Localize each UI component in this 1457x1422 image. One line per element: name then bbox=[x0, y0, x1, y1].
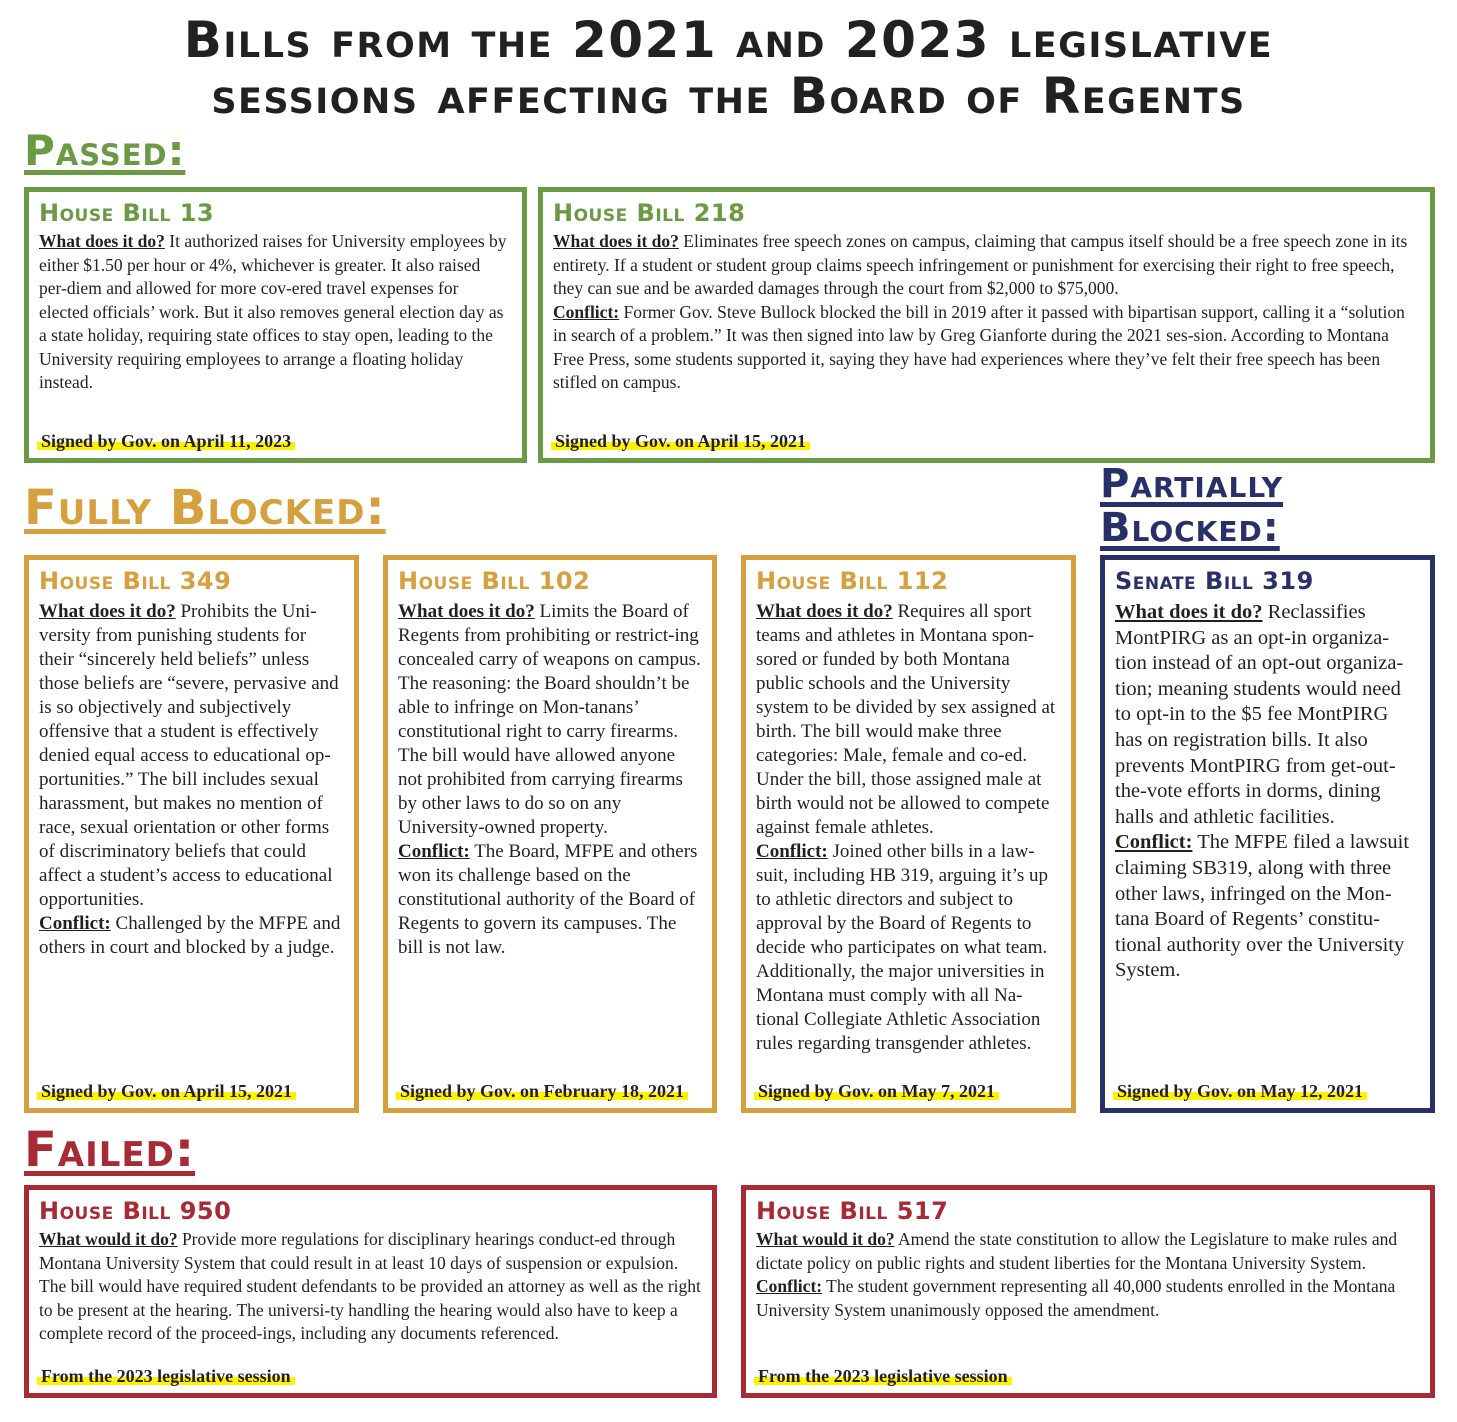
bill-description bbox=[1115, 600, 1420, 830]
bill-conflict bbox=[39, 912, 344, 960]
bill-title: House Bill 13 bbox=[39, 199, 215, 227]
bill-description bbox=[398, 600, 702, 840]
what-text: Reclassifies MontPIRG as an opt-in organiza-tion instead of an opt-out organiza-tion; meaning students would need to opt-in to the $5 fee MontPIRG has on registration bills. It also prevents MontPIRG from get-out-the-vote efforts in dorms, dining halls and athletic facilities. bbox=[1115, 601, 1404, 828]
conflict-text: Joined other bills in a law-suit, including HB 319, arguing it’s up to athletic directors and subject to approval by the Board of Regents to decide who participates on what team. Additionally, the major universities in Montana must comply with all Na-tional Collegiate Athletic Association rules regarding transgender athletes. bbox=[756, 841, 1049, 1054]
status-highlight: Signed by Gov. on May 12, 2021 bbox=[1113, 1080, 1367, 1102]
bill-card-hb13 bbox=[24, 187, 527, 463]
what-text: Prohibits the Uni-versity from punishing students for their “sincerely held beliefs” unless those beliefs are “severe, pervasive and is so objectively and subjectively offensive that a student is effectively denied equal access to educational op-portunities.” The bill includes sexual harassment, but makes no mention of race, sexual orientation or other forms of discriminatory beliefs that could affect a student’s access to educational opportunities. bbox=[39, 601, 339, 910]
what-text: Eliminates free speech zones on campus, claiming that campus itself should be a free speech zone in its entirety. If a student or student group claims speech infringement or punishment for exercising their right to free speech, they can sue and be awarded damages through the court from $2,000 to $75,000. bbox=[553, 231, 1408, 298]
label-what: What does it do? bbox=[39, 231, 165, 251]
bill-card-sb319 bbox=[1100, 555, 1435, 1113]
label-what: What would it do? bbox=[39, 1229, 178, 1249]
what-text: Limits the Board of Regents from prohibiting or restrict-ing concealed carry of weapons on campus. The reasoning: the Board shouldn’t be able to infringe on Mon-tanans’ constitutional right to carry firearms. The bill would have allowed anyone not prohibited from carrying firearms by other laws to do so on any University-owned property. bbox=[398, 601, 701, 838]
title-line-2: sessions affecting the Board of Regents bbox=[211, 67, 1246, 125]
bill-conflict bbox=[756, 840, 1061, 1056]
page-title bbox=[0, 12, 1457, 124]
bill-description bbox=[39, 1228, 702, 1346]
bill-title: House Bill 112 bbox=[756, 567, 949, 595]
status-highlight: Signed by Gov. on May 7, 2021 bbox=[754, 1080, 999, 1102]
label-what: What does it do? bbox=[1115, 601, 1263, 623]
bill-card-hb112 bbox=[741, 555, 1076, 1113]
bill-card-hb517 bbox=[741, 1185, 1435, 1398]
conflict-text: The student government representing all 40,000 students enrolled in the Montana University System unanimously opposed the amendment. bbox=[756, 1276, 1396, 1320]
label-what: What does it do? bbox=[553, 231, 679, 251]
status-highlight: From the 2023 legislative session bbox=[754, 1365, 1012, 1387]
conflict-text: Former Gov. Steve Bullock blocked the bill in 2019 after it passed with bipartisan support, calling it a “solution in search of a problem.” It was then signed into law by Greg Gianforte during the 2021 ses-sion. According to Montana Free Press, some students supported it, saying they have had experiences where they’ve felt their free speech has been stifled on campus. bbox=[553, 301, 1405, 392]
bill-conflict bbox=[1115, 830, 1420, 984]
bill-card-hb102 bbox=[383, 555, 717, 1113]
section-heading-partially-blocked bbox=[1100, 462, 1283, 550]
bill-title: House Bill 950 bbox=[39, 1197, 232, 1225]
bill-card-hb349 bbox=[24, 555, 359, 1113]
bill-conflict bbox=[756, 1275, 1420, 1322]
label-conflict: Conflict: bbox=[1115, 831, 1193, 854]
section-heading-failed: Failed: bbox=[24, 1122, 196, 1178]
status-highlight: Signed by Gov. on April 11, 2023 bbox=[37, 430, 295, 452]
bill-conflict bbox=[553, 301, 1420, 395]
bill-title: Senate Bill 319 bbox=[1115, 567, 1314, 595]
bill-description bbox=[553, 230, 1420, 301]
bill-card-hb950 bbox=[24, 1185, 717, 1398]
bill-description bbox=[39, 230, 512, 395]
status-highlight: Signed by Gov. on April 15, 2021 bbox=[37, 1080, 296, 1102]
what-text: It authorized raises for University employees by either $1.50 per hour or 4%, whichever is greater. It also raised per-diem and allowed for more cov-ered travel expenses for elected officials’ work. But it also removes general election day as a state holiday, requiring state offices to stay open, leading to the University requiring employees to arrange a floating holiday instead. bbox=[39, 231, 507, 392]
conflict-text: The Board, MFPE and others won its challenge based on the constitutional authority of the Board of Regents to govern its campuses. The bill is not law. bbox=[398, 841, 698, 958]
status-highlight: Signed by Gov. on February 18, 2021 bbox=[396, 1080, 688, 1102]
bill-description bbox=[39, 600, 344, 912]
what-text: Amend the state constitution to allow the Legislature to make rules and dictate policy on public rights and student liberties for the Montana University System. bbox=[756, 1229, 1398, 1273]
label-what: What would it do? bbox=[756, 1229, 895, 1249]
bill-description bbox=[756, 600, 1061, 840]
conflict-text: The MFPE filed a lawsuit claiming SB319, along with three other laws, infringed on the Mon-tana Board of Regents’ constitu-tional authority over the University System. bbox=[1115, 831, 1410, 982]
label-conflict: Conflict: bbox=[553, 301, 620, 322]
label-what: What does it do? bbox=[398, 601, 535, 622]
label-conflict: Conflict: bbox=[756, 1276, 823, 1296]
label-conflict: Conflict: bbox=[39, 913, 111, 934]
bill-description bbox=[756, 1228, 1420, 1275]
bill-card-hb218 bbox=[538, 187, 1435, 463]
partially-line-2: Blocked: bbox=[1100, 505, 1280, 551]
label-what: What does it do? bbox=[39, 601, 176, 622]
section-heading-passed: Passed: bbox=[24, 126, 186, 175]
partially-line-1: Partially bbox=[1100, 461, 1284, 507]
label-conflict: Conflict: bbox=[756, 841, 828, 862]
bill-title: House Bill 102 bbox=[398, 567, 591, 595]
section-heading-fully-blocked: Fully Blocked: bbox=[24, 480, 386, 536]
label-what: What does it do? bbox=[756, 601, 893, 622]
status-highlight: From the 2023 legislative session bbox=[37, 1365, 295, 1387]
bill-title: House Bill 517 bbox=[756, 1197, 949, 1225]
bill-conflict bbox=[398, 840, 702, 960]
bill-title: House Bill 349 bbox=[39, 567, 232, 595]
what-text: Provide more regulations for disciplinary hearings conduct-ed through Montana University System that could result in at least 10 days of suspension or expulsion. The bill would have required student defendants to be provided an attorney as well as the right to be present at the hearing. The universi-ty handling the hearing would also have to keep a complete record of the proceed-ings, including any documents referenced. bbox=[39, 1229, 701, 1343]
conflict-text: Challenged by the MFPE and others in court and blocked by a judge. bbox=[39, 913, 341, 958]
status-highlight: Signed by Gov. on April 15, 2021 bbox=[551, 430, 810, 452]
what-text: Requires all sport teams and athletes in Montana spon-sored or funded by both Montana public schools and the University system to be divided by sex assigned at birth. The bill would make three categories: Male, female and co-ed. Under the bill, those assigned male at birth would not be allowed to compete against female athletes. bbox=[756, 601, 1056, 838]
label-conflict: Conflict: bbox=[398, 841, 470, 862]
bill-title: House Bill 218 bbox=[553, 199, 746, 227]
title-line-1: Bills from the 2021 and 2023 legislative bbox=[183, 11, 1274, 69]
